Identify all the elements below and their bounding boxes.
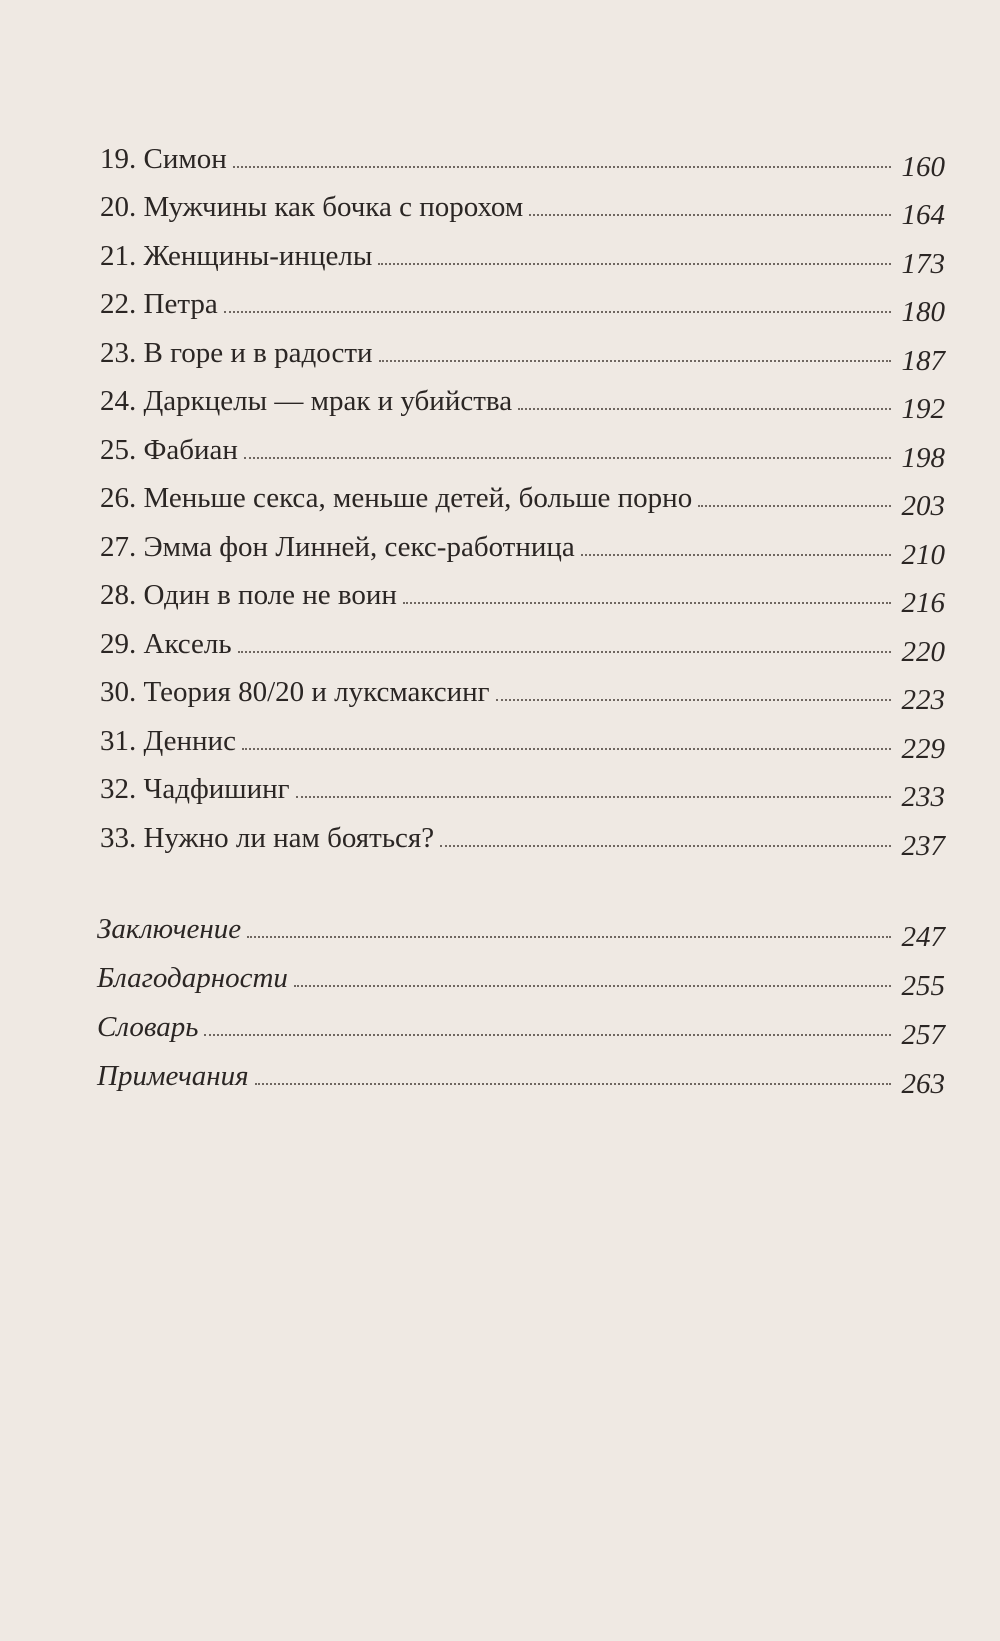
toc-entry-page: 160 [901,150,945,183]
toc-entry-page: 203 [901,490,945,522]
toc-entry [100,707,945,765]
toc-entry-title: 25. Фабиан [100,433,238,466]
toc-entry-page: 223 [901,684,945,716]
dot-leader [224,310,891,313]
dot-leader [294,984,891,987]
toc-entry-page: 229 [901,732,945,765]
dot-leader [379,359,891,362]
toc-entry-title: 22. Петра [100,288,218,320]
toc-entry-title: 31. Деннис [100,724,236,757]
toc-entry [97,944,945,1002]
toc-entry [100,174,945,231]
toc-entry-page: 164 [901,199,945,231]
toc-entry-title: 19. Симон [100,142,227,175]
toc-entry-page: 233 [901,781,945,813]
dot-leader [244,456,891,459]
toc-entry [97,1042,945,1100]
toc-entry [100,319,945,377]
toc-entry [97,993,945,1051]
toc-entry-page: 173 [901,247,945,280]
toc-entry-title: Заключение [97,913,242,945]
dot-leader [698,504,891,507]
dot-leader [581,553,891,556]
toc-entry-page: 247 [901,921,945,953]
toc-entry-title: 26. Меньше секса, меньше детей, больше порно [100,482,693,514]
toc-entry-page: 198 [901,441,945,474]
toc-entry [100,562,945,619]
toc-entry-page: 210 [901,538,945,571]
toc-entry [100,222,945,280]
toc-entry-title: Благодарности [97,962,288,994]
toc-entry-page: 220 [901,635,945,668]
dot-leader [242,747,891,750]
dot-leader [529,213,891,216]
dot-leader [204,1033,891,1036]
dot-leader [378,262,891,265]
toc-entry-title: 29. Аксель [100,627,232,660]
table-of-contents-chapters [100,125,945,862]
dot-leader [496,698,891,701]
toc-entry [100,804,945,862]
toc-entry [100,756,945,813]
toc-entry-title: 20. Мужчины как бочка с порохом [100,191,524,223]
toc-entry-page: 180 [901,296,945,328]
dot-leader [440,844,891,847]
toc-entry-page: 263 [901,1068,945,1100]
table-of-contents-back-matter [97,895,945,1100]
dot-leader [233,165,891,168]
dot-leader [403,601,891,604]
toc-entry-title: 32. Чадфишинг [100,773,290,805]
toc-entry [100,465,945,522]
toc-entry-title: 23. В горе и в радости [100,336,373,369]
toc-entry-page: 216 [901,587,945,619]
dot-leader [296,795,891,798]
dot-leader [247,935,891,938]
dot-leader [518,407,891,410]
toc-entry-title: 21. Женщины-инцелы [100,239,373,272]
toc-entry-title: 30. Теория 80/20 и луксмаксинг [100,676,490,708]
toc-entry-page: 187 [901,344,945,377]
toc-entry [100,610,945,668]
dot-leader [255,1082,891,1085]
toc-entry-page: 255 [901,970,945,1002]
toc-entry [100,416,945,474]
toc-entry-page: 257 [901,1019,945,1051]
toc-entry-title: Примечания [97,1060,249,1092]
toc-entry-title: 33. Нужно ли нам бояться? [100,821,435,854]
toc-entry [97,895,945,953]
toc-entry [100,271,945,328]
toc-entry [100,513,945,571]
toc-entry-title: Словарь [97,1011,199,1043]
toc-entry [100,125,945,183]
toc-entry [100,368,945,425]
dot-leader [238,650,891,653]
toc-entry-title: 24. Даркцелы — мрак и убийства [100,385,513,417]
toc-entry-page: 237 [901,829,945,862]
toc-entry-page: 192 [901,393,945,425]
toc-entry-title: 27. Эмма фон Линней, секс-работница [100,530,575,563]
toc-entry-title: 28. Один в поле не воин [100,579,397,611]
toc-entry [100,659,945,716]
